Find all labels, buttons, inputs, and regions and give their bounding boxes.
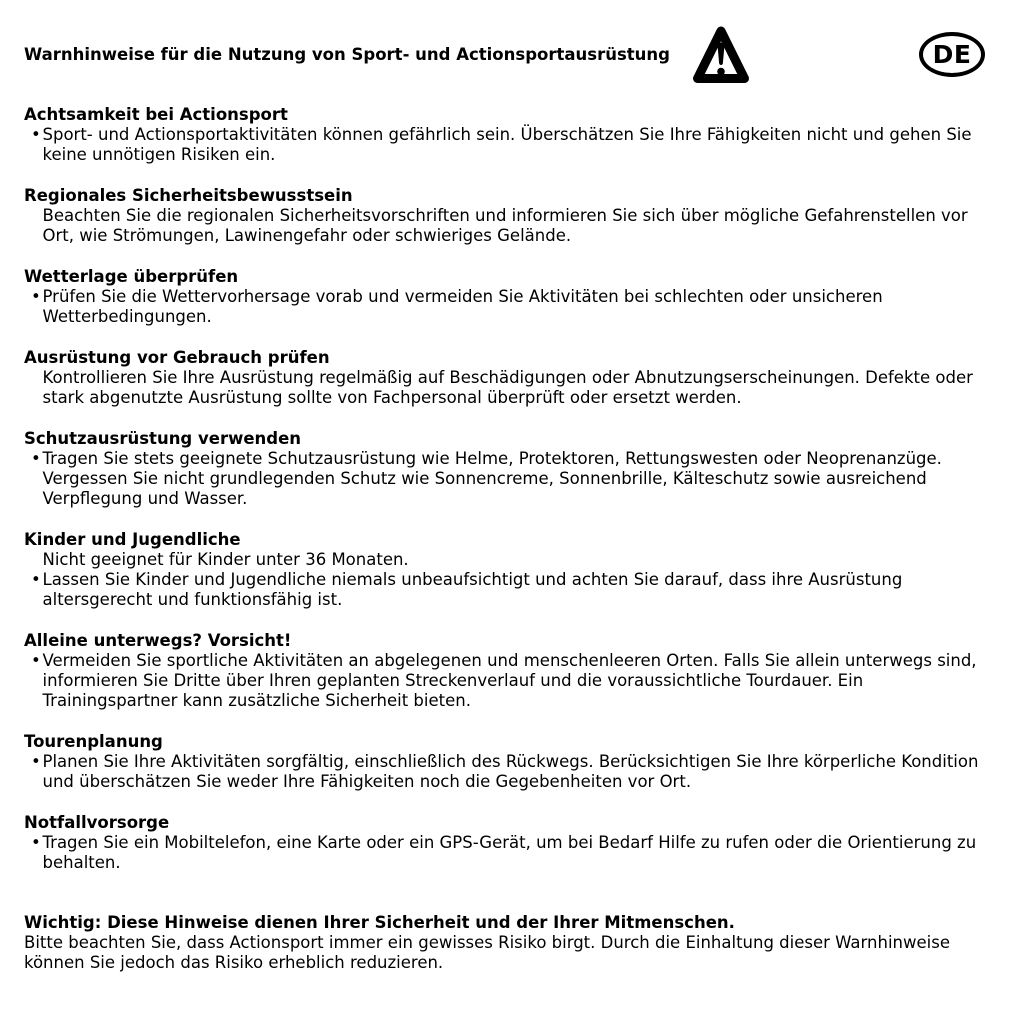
page-title: Warnhinweise für die Nutzung von Sport- und Actionsportausrüstung [24,45,670,64]
indent-spacer [24,550,43,570]
item-text: Kontrollieren Sie Ihre Ausrüstung regelmäßig auf Beschädigungen oder Abnutzungserscheinungen. Defekte oder stark abgenutzte Ausrüstung sollte von Fachpersonal überprüft oder ersetzt werden. [42,368,973,407]
section-heading: Tourenplanung [24,732,163,751]
indent-spacer [24,368,43,408]
section-heading: Achtsamkeit bei Actionsport [24,105,288,124]
warning-section [24,631,999,711]
list-item [24,287,999,327]
list-item [24,550,999,570]
section-heading: Kinder und Jugendliche [24,530,241,549]
item-text: Vermeiden Sie sportliche Aktivitäten an abgelegenen und menschenleeren Orten. Falls Sie allein unterwegs sind, informieren Sie Dritte über Ihren geplanten Streckenverlauf und die voraussichtliche Tourdauer. Ein Trainingspartner kann zusätzliche Sicherheit bieten. [42,651,977,710]
item-text: Planen Sie Ihre Aktivitäten sorgfältig, einschließlich des Rückwegs. Berücksichtigen Sie Ihre körperliche Kondition und überschätzen Sie weder Ihre Fähigkeiten noch die Gegebenheiten vor Ort. [42,752,979,791]
language-badge-label: DE [932,40,972,69]
indent-spacer [24,206,43,246]
section-heading: Notfallvorsorge [24,813,170,832]
bullet-marker: • [31,651,41,670]
list-item [24,368,999,408]
footer-text: Bitte beachten Sie, dass Actionsport immer ein gewisses Risiko birgt. Durch die Einhaltung dieser Warnhinweise können Sie jedoch das Risiko erheblich reduzieren. [24,933,950,972]
bullet-marker: • [31,125,41,144]
section-heading: Ausrüstung vor Gebrauch prüfen [24,348,330,367]
warning-triangle-icon [691,22,751,87]
warning-section [24,267,999,327]
list-item [24,833,999,873]
warning-section [24,105,999,165]
bullet-marker: • [31,833,41,852]
list-item [24,125,999,165]
list-item [24,449,999,509]
warning-section [24,186,999,246]
section-heading: Regionales Sicherheitsbewusstsein [24,186,353,205]
item-text: Prüfen Sie die Wettervorhersage vorab und vermeiden Sie Aktivitäten bei schlechten oder unsicheren Wetterbedingungen. [42,287,883,326]
sections-container [24,105,999,873]
item-text: Tragen Sie ein Mobiltelefon, eine Karte oder ein GPS-Gerät, um bei Bedarf Hilfe zu rufen oder die Orientierung zu behalten. [42,833,977,872]
warning-section [24,732,999,792]
bullet-marker: • [31,287,41,306]
footer-emphasis: Wichtig: Diese Hinweise dienen Ihrer Sicherheit und der Ihrer Mitmenschen. [24,913,735,932]
warning-section [24,530,999,610]
list-item [24,752,999,792]
page-footer [24,913,999,973]
section-heading: Wetterlage überprüfen [24,267,239,286]
item-text: Nicht geeignet für Kinder unter 36 Monaten. [42,550,409,569]
item-text: Lassen Sie Kinder und Jugendliche niemals unbeaufsichtigt und achten Sie darauf, dass ihre Ausrüstung altersgerecht und funktionsfähig ist. [42,570,903,609]
language-badge [919,32,985,77]
warning-section [24,813,999,873]
page-header [24,40,999,69]
list-item [24,570,999,610]
section-heading: Alleine unterwegs? Vorsicht! [24,631,292,650]
warning-section [24,348,999,408]
item-text: Beachten Sie die regionalen Sicherheitsvorschriften und informieren Sie sich über mögliche Gefahrenstellen vor Ort, wie Strömungen, Lawinengefahr oder schwieriges Gelände. [42,206,968,245]
warning-section [24,429,999,509]
bullet-marker: • [31,449,41,468]
item-text: Tragen Sie stets geeignete Schutzausrüstung wie Helme, Protektoren, Rettungswesten oder Neoprenanzüge. Vergessen Sie nicht grundlegenden Schutz wie Sonnencreme, Sonnenbrille, Kälteschutz sowie ausreichend Verpflegung und Wasser. [42,449,942,508]
list-item [24,206,999,246]
list-item [24,651,999,711]
section-heading: Schutzausrüstung verwenden [24,429,302,448]
bullet-marker: • [31,570,41,589]
item-text: Sport- und Actionsportaktivitäten können gefährlich sein. Überschätzen Sie Ihre Fähigkeiten nicht und gehen Sie keine unnötigen Risiken ein. [42,125,972,164]
bullet-marker: • [31,752,41,771]
